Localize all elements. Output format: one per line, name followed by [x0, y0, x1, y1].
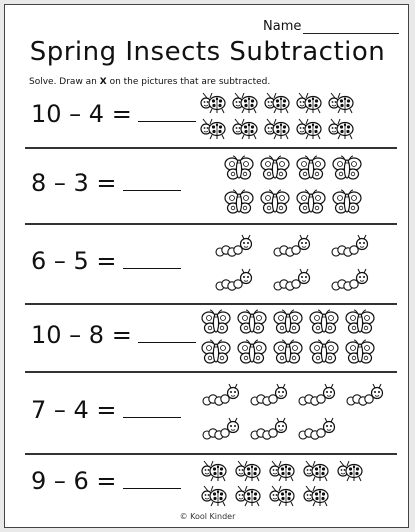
problem-row: [27, 303, 397, 371]
ladybug-icon[interactable]: [197, 458, 231, 483]
instructions-prefix: Solve. Draw an: [29, 77, 100, 87]
page-title: Spring Insects Subtraction: [29, 37, 386, 67]
answer-blank[interactable]: [123, 468, 181, 489]
equation: [31, 321, 196, 349]
insect-pictures: [221, 151, 365, 219]
ladybug-icon[interactable]: [261, 116, 293, 142]
ladybug-icon[interactable]: [231, 483, 265, 508]
ladybug-icon[interactable]: [293, 90, 325, 116]
equation: [31, 169, 181, 197]
equation: [31, 247, 181, 275]
butterfly-icon[interactable]: [306, 337, 342, 367]
butterfly-icon[interactable]: [270, 337, 306, 367]
equation-text: 10 – 8 =: [31, 321, 132, 349]
equation-text: 8 – 3 =: [31, 169, 117, 197]
ladybug-icon[interactable]: [325, 90, 357, 116]
answer-blank[interactable]: [138, 322, 196, 343]
butterfly-icon[interactable]: [198, 337, 234, 367]
caterpillar-icon[interactable]: [245, 378, 293, 412]
insect-pictures: [197, 378, 389, 446]
ladybug-icon[interactable]: [293, 116, 325, 142]
row-divider: [25, 147, 397, 149]
butterfly-icon[interactable]: [198, 307, 234, 337]
row-divider: [25, 371, 397, 373]
butterfly-icon[interactable]: [270, 307, 306, 337]
caterpillar-icon[interactable]: [263, 263, 321, 297]
instructions-suffix: on the pictures that are subtracted.: [106, 77, 271, 87]
caterpillar-icon[interactable]: [263, 229, 321, 263]
ladybug-icon[interactable]: [299, 458, 333, 483]
butterfly-icon[interactable]: [342, 337, 378, 367]
butterfly-icon[interactable]: [257, 185, 293, 219]
ladybug-icon[interactable]: [197, 90, 229, 116]
ladybug-icon[interactable]: [325, 116, 357, 142]
equation: [31, 396, 181, 424]
worksheet: [4, 4, 409, 528]
insect-pictures: [197, 90, 357, 142]
answer-blank[interactable]: [123, 170, 181, 191]
ladybug-icon[interactable]: [265, 458, 299, 483]
ladybug-icon[interactable]: [229, 116, 261, 142]
butterfly-icon[interactable]: [293, 185, 329, 219]
insect-pictures: [205, 229, 379, 297]
ladybug-icon[interactable]: [197, 483, 231, 508]
name-label: Name: [263, 19, 302, 34]
caterpillar-icon[interactable]: [321, 229, 379, 263]
caterpillar-icon[interactable]: [245, 412, 293, 446]
row-divider: [25, 453, 397, 455]
caterpillar-icon[interactable]: [197, 378, 245, 412]
ladybug-icon[interactable]: [265, 483, 299, 508]
instructions-x: X: [99, 77, 107, 87]
name-field: [263, 19, 399, 34]
caterpillar-icon[interactable]: [321, 263, 379, 297]
ladybug-icon[interactable]: [261, 90, 293, 116]
equation-text: 10 – 4 =: [31, 100, 132, 128]
caterpillar-icon[interactable]: [205, 263, 263, 297]
row-divider: [25, 223, 397, 225]
row-divider: [25, 303, 397, 305]
problem-row: [27, 223, 397, 303]
equation: [31, 100, 196, 128]
insect-pictures: [197, 458, 367, 508]
answer-blank[interactable]: [123, 248, 181, 269]
butterfly-icon[interactable]: [306, 307, 342, 337]
equation-text: 6 – 5 =: [31, 247, 117, 275]
answer-blank[interactable]: [123, 397, 181, 418]
butterfly-icon[interactable]: [329, 151, 365, 185]
problem-row: [27, 371, 397, 453]
problem-row: [27, 453, 397, 513]
ladybug-icon[interactable]: [333, 458, 367, 483]
butterfly-icon[interactable]: [234, 307, 270, 337]
answer-blank[interactable]: [138, 101, 196, 122]
ladybug-icon[interactable]: [229, 90, 261, 116]
butterfly-icon[interactable]: [329, 185, 365, 219]
butterfly-icon[interactable]: [342, 307, 378, 337]
ladybug-icon[interactable]: [197, 116, 229, 142]
footer-credit: © Kool Kinder: [179, 512, 236, 521]
ladybug-icon[interactable]: [299, 483, 333, 508]
equation: [31, 467, 181, 495]
equation-text: 9 – 6 =: [31, 467, 117, 495]
butterfly-icon[interactable]: [234, 337, 270, 367]
problem-row: [27, 85, 397, 147]
insect-pictures: [198, 307, 378, 367]
problem-row: [27, 147, 397, 223]
butterfly-icon[interactable]: [257, 151, 293, 185]
caterpillar-icon[interactable]: [197, 412, 245, 446]
ladybug-icon[interactable]: [231, 458, 265, 483]
caterpillar-icon[interactable]: [341, 378, 389, 412]
name-blank[interactable]: [303, 21, 399, 34]
caterpillar-icon[interactable]: [293, 378, 341, 412]
equation-text: 7 – 4 =: [31, 396, 117, 424]
butterfly-icon[interactable]: [293, 151, 329, 185]
caterpillar-icon[interactable]: [293, 412, 341, 446]
butterfly-icon[interactable]: [221, 185, 257, 219]
butterfly-icon[interactable]: [221, 151, 257, 185]
caterpillar-icon[interactable]: [205, 229, 263, 263]
